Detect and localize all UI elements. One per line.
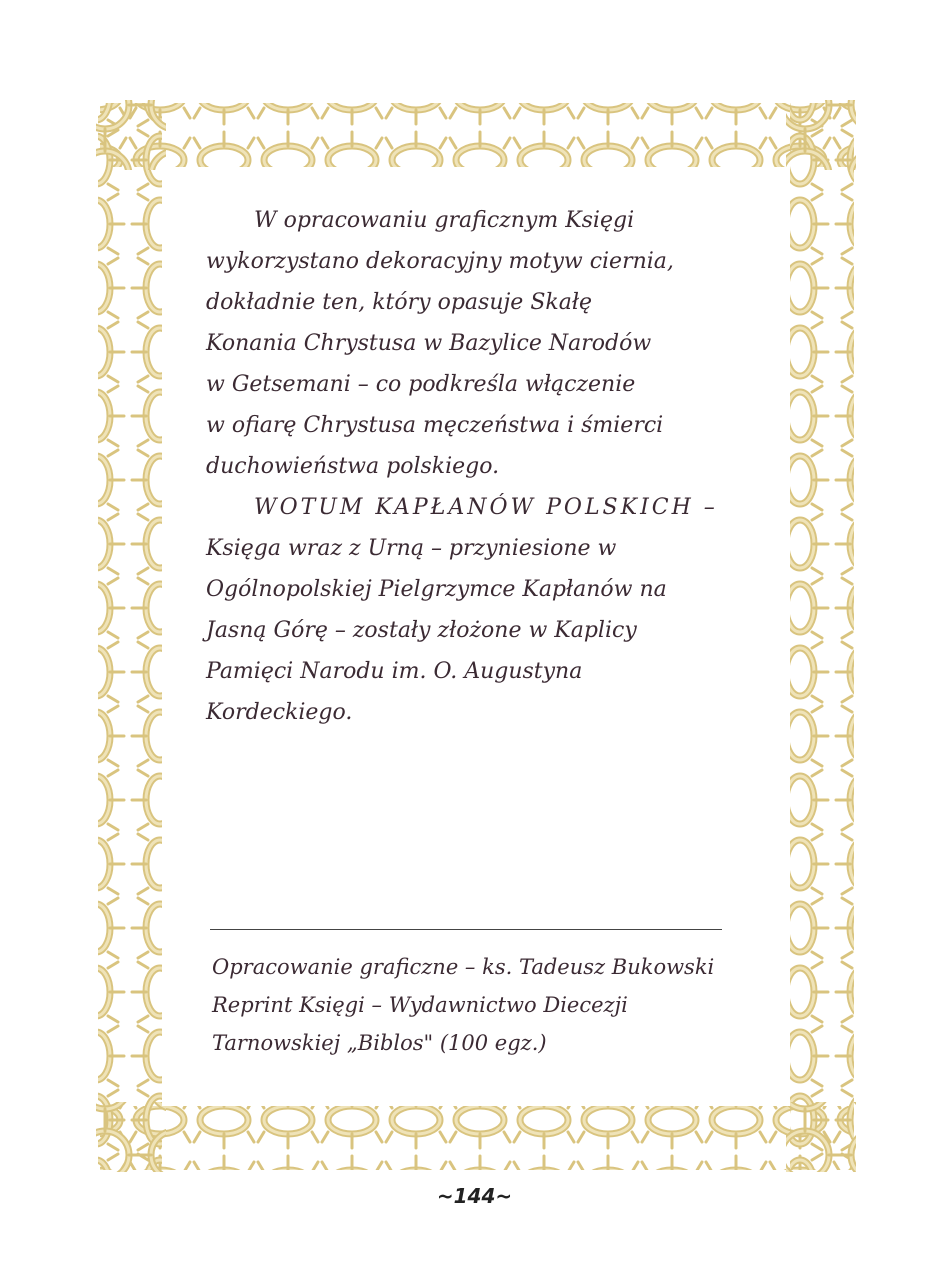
text-line: duchowieństwa polskiego. bbox=[206, 454, 500, 479]
credit-line: Tarnowskiej „Biblos" (100 egz.) bbox=[212, 1031, 547, 1055]
text-line: Księga wraz z Urną – przyniesione w bbox=[206, 536, 617, 561]
border-corner-br bbox=[786, 1102, 856, 1172]
credit-line: Opracowanie graficzne – ks. Tadeusz Bukowski bbox=[212, 955, 715, 979]
text-line: Pamięci Narodu im. O. Augustyna bbox=[206, 659, 583, 684]
border-corner-tr bbox=[786, 100, 856, 170]
text-line: w Getsemani – co podkreśla włączenie bbox=[206, 372, 636, 397]
handwritten-text-block bbox=[206, 200, 746, 733]
text-line: Konania Chrystusa w Bazylice Narodów bbox=[206, 331, 652, 356]
border-bottom bbox=[100, 1106, 850, 1170]
border-corner-tl bbox=[96, 100, 166, 170]
text-line: Ogólnopolskiej Pielgrzymce Kapłanów na bbox=[206, 577, 667, 602]
text-line: Kordeckiego. bbox=[206, 700, 353, 725]
credit-line: Reprint Księgi – Wydawnictwo Diecezji bbox=[212, 993, 628, 1017]
text-line: W opracowaniu graficznym Księgi bbox=[254, 208, 635, 233]
votum-heading: WOTUM KAPŁANÓW POLSKICH – bbox=[254, 495, 718, 520]
text-line: dokładnie ten, który opasuje Skałę bbox=[206, 290, 592, 315]
border-corner-bl bbox=[96, 1102, 166, 1172]
border-right bbox=[790, 103, 854, 1170]
border-left bbox=[98, 103, 162, 1170]
text-line: wykorzystano dekoracyjny motyw ciernia, bbox=[206, 249, 674, 274]
border-top bbox=[100, 103, 850, 167]
text-line: Jasną Górę – zostały złożone w Kaplicy bbox=[206, 618, 637, 643]
page-number: ~144~ bbox=[436, 1184, 513, 1208]
credits-footer bbox=[212, 948, 752, 1062]
footer-divider bbox=[210, 929, 722, 930]
text-line: w ofiarę Chrystusa męczeństwa i śmierci bbox=[206, 413, 664, 438]
